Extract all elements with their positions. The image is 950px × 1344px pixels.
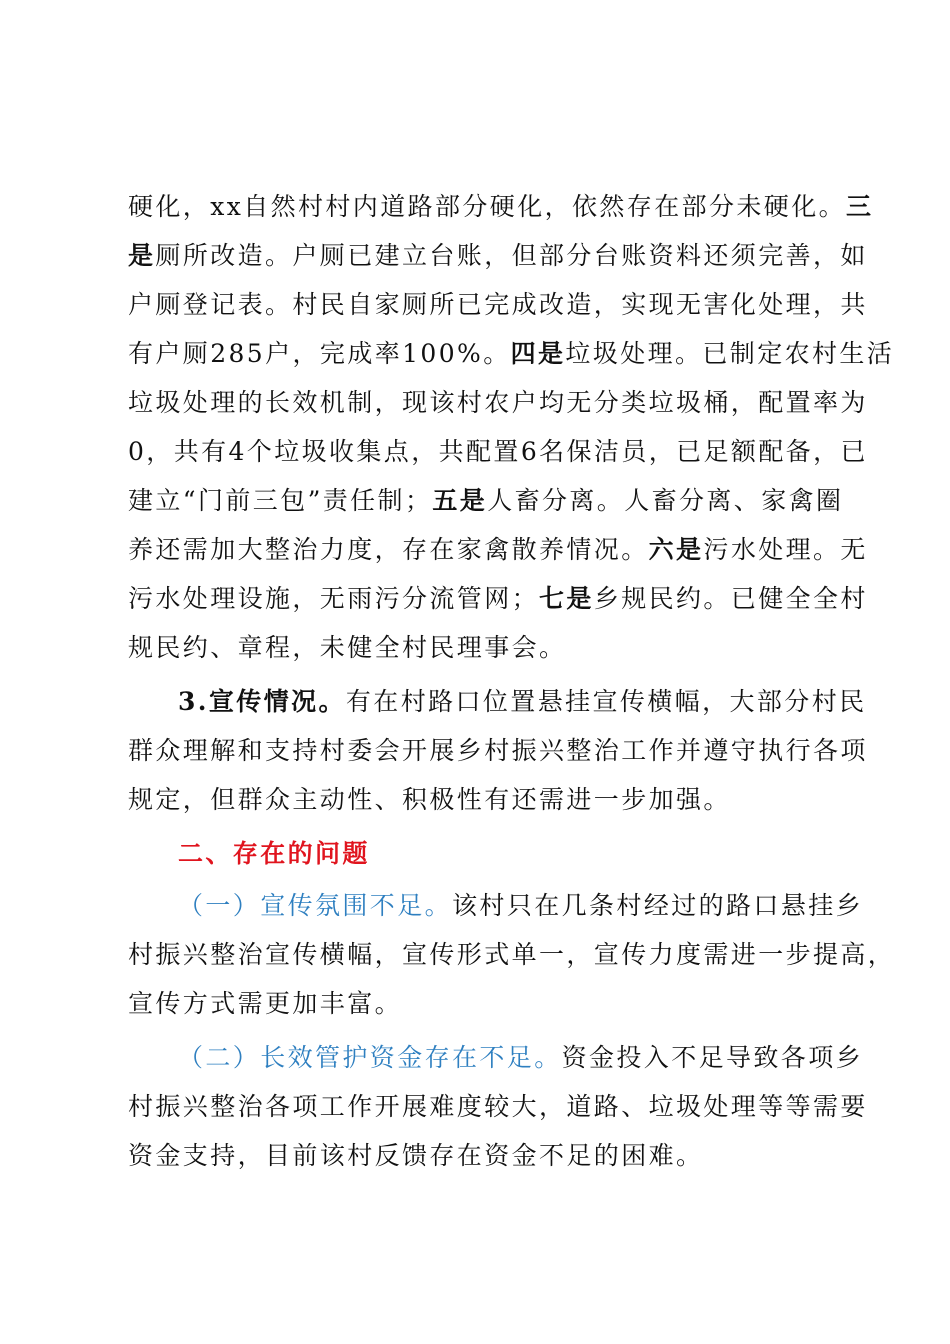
paragraph-line: 0，共有4个垃圾收集点，共配置6名保洁员，已足额配备，已	[128, 437, 868, 466]
bold-text-run: 四是	[510, 339, 566, 368]
paragraph-line	[128, 236, 868, 276]
text-run: 有在村路口位置悬挂宣传横幅，大部分村民	[345, 687, 867, 716]
text-run: 该村只在几条村经过的路口悬挂乡	[452, 891, 864, 920]
text-run: 人畜分离。人畜分离、家禽圈	[487, 486, 844, 515]
paragraph-line: 户厕登记表。村民自家厕所已完成改造，实现无害化处理，共	[128, 290, 868, 319]
paragraph-line: 村振兴整治宣传横幅，宣传形式单一，宣传力度需进一步提高，	[128, 940, 896, 969]
bold-text-run: 五是	[432, 486, 488, 515]
text-run: 硬化，xx自然村村内道路部分硬化，依然存在部分未硬化。	[128, 192, 847, 221]
text-run: 厕所改造。户厕已建立台账，但部分台账资料还须完善，如	[155, 241, 868, 270]
paragraph-line	[128, 579, 868, 619]
subsection-heading: 3.宣传情况。	[178, 687, 346, 716]
text-run: 乡规民约。已健全全村	[593, 584, 868, 613]
text-run: 污水处理。无	[703, 535, 868, 564]
bold-text-run: 是	[128, 241, 156, 270]
paragraph-line	[128, 334, 895, 374]
issue-heading: （二）长效管护资金存在不足。	[178, 1043, 562, 1072]
paragraph-line	[128, 187, 874, 227]
text-run: 建立“门前三包”责任制；	[128, 486, 433, 515]
bold-text-run: 六是	[648, 535, 704, 564]
paragraph-line: 垃圾处理的长效机制，现该村农户均无分类垃圾桶，配置率为	[128, 388, 868, 417]
text-run: 资金投入不足导致各项乡	[561, 1043, 864, 1072]
paragraph-line: 村振兴整治各项工作开展难度较大，道路、垃圾处理等等需要	[128, 1092, 868, 1121]
section-heading: 二、存在的问题	[178, 839, 370, 868]
paragraph-line	[128, 481, 844, 521]
text-run: 养还需加大整治力度，存在家禽散养情况。	[128, 535, 649, 564]
bold-text-run: 三	[846, 192, 874, 221]
bold-text-run: 七是	[539, 584, 594, 613]
paragraph-line: 资金支持，目前该村反馈存在资金不足的困难。	[128, 1141, 704, 1170]
paragraph-line	[178, 886, 864, 926]
paragraph-line	[178, 682, 867, 722]
issue-heading: （一）宣传氛围不足。	[178, 891, 453, 920]
paragraph-line: 规民约、章程，未健全村民理事会。	[128, 633, 567, 662]
paragraph-line: 群众理解和支持村委会开展乡村振兴整治工作并遵守执行各项	[128, 736, 868, 765]
paragraph-line: 规定，但群众主动性、积极性有还需进一步加强。	[128, 785, 731, 814]
paragraph-line	[178, 1038, 864, 1078]
paragraph-line	[128, 530, 868, 570]
paragraph-line: 宣传方式需更加丰富。	[128, 989, 403, 1018]
text-run: 污水处理设施，无雨污分流管网；	[128, 584, 540, 613]
text-run: 垃圾处理。已制定农村生活	[565, 339, 895, 368]
text-run: 有户厕285户，完成率100%。	[128, 339, 511, 368]
